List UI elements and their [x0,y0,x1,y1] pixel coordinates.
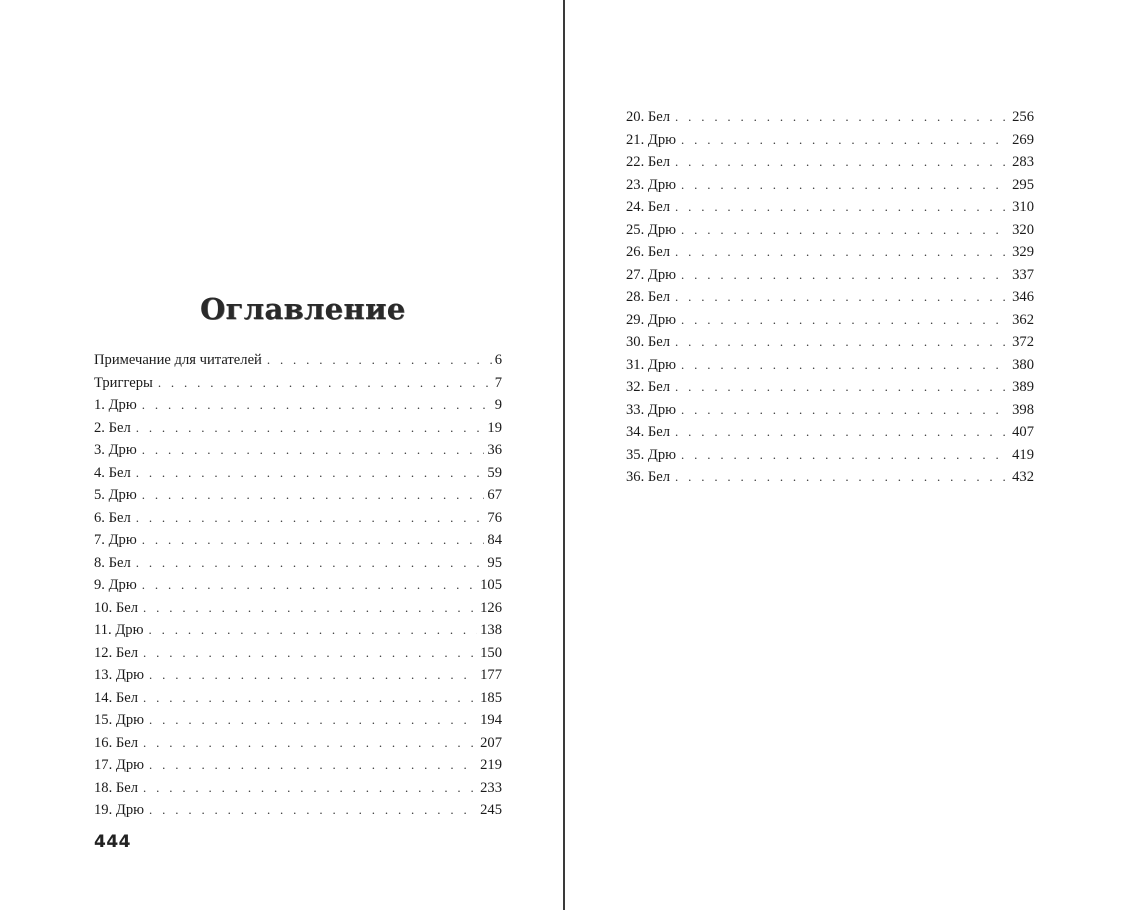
page-number: 444 [94,832,131,852]
toc-entry-page: 346 [1012,289,1034,305]
left-page [0,0,563,910]
toc-leader-dots [136,552,485,575]
toc-entry-label: 20. Бел [626,109,671,125]
toc-entry [626,399,1034,422]
toc-leader-dots [158,372,492,395]
toc-entry [94,709,502,732]
toc-entry-label: 28. Бел [626,289,671,305]
toc-leader-dots [142,529,485,552]
toc-entry-page: 84 [487,532,502,548]
toc-entry-page: 329 [1012,244,1034,260]
toc-entry [626,286,1034,309]
toc-entry-page: 372 [1012,334,1034,350]
toc-leader-dots [149,619,478,642]
toc-entry-label: 17. Дрю [94,757,145,773]
toc-entry-label: 3. Дрю [94,442,137,458]
toc-list-right [626,106,1034,489]
toc-entry-page: 67 [487,487,502,503]
toc-entry [94,394,502,417]
toc-entry-page: 19 [487,419,502,436]
toc-entry [626,309,1034,332]
toc-entry-label: 27. Дрю [626,266,677,283]
toc-entry-label: 22. Бел [626,154,671,170]
toc-entry-label: 35. Дрю [626,446,677,463]
toc-entry-label: 5. Дрю [94,487,137,503]
toc-leader-dots [136,417,485,440]
toc-entry [94,417,502,440]
toc-entry-label: 33. Дрю [626,401,677,418]
toc-entry-page: 185 [480,689,502,706]
toc-title: Оглавление [200,292,406,326]
toc-entry-page: 295 [1012,176,1034,193]
toc-entry-page: 407 [1012,424,1034,440]
toc-entry-page: 194 [480,712,502,728]
toc-entry [626,241,1034,264]
toc-entry [94,619,502,642]
toc-entry-label: 25. Дрю [626,221,677,238]
toc-leader-dots [136,462,485,485]
toc-entry [94,372,502,395]
toc-leader-dots [681,174,1009,197]
toc-leader-dots [143,597,477,620]
toc-entry [626,421,1034,444]
toc-entry-page: 76 [487,509,502,526]
toc-entry-label: 23. Дрю [626,176,677,193]
toc-entry-label: 36. Бел [626,469,671,485]
toc-entry-label: 11. Дрю [94,622,144,638]
toc-entry-page: 177 [480,667,502,683]
toc-entry-page: 59 [487,464,502,481]
toc-entry-page: 105 [480,577,502,593]
toc-leader-dots [143,687,477,710]
toc-entry-label: 14. Бел [94,689,139,706]
toc-entry-page: 380 [1012,356,1034,373]
toc-entry-label: 24. Бел [626,199,671,215]
toc-entry-page: 245 [480,802,502,818]
toc-entry-label: 8. Бел [94,554,131,571]
toc-entry [94,687,502,710]
toc-entry [626,354,1034,377]
toc-entry [626,264,1034,287]
toc-entry [94,732,502,755]
toc-leader-dots [136,507,485,530]
toc-entry [94,597,502,620]
toc-leader-dots [675,286,1009,309]
toc-entry [94,484,502,507]
toc-entry-label: 7. Дрю [94,532,137,548]
toc-list-left [94,349,502,822]
toc-leader-dots [681,219,1009,242]
toc-entry-page: 95 [487,554,502,571]
toc-entry [626,444,1034,467]
toc-entry [626,219,1034,242]
toc-entry-label: 26. Бел [626,244,671,260]
toc-entry-label: Примечание для читателей [94,352,262,368]
toc-leader-dots [675,466,1009,489]
toc-entry [626,331,1034,354]
right-page [565,0,1130,910]
toc-entry-page: 219 [480,757,502,773]
toc-leader-dots [681,264,1009,287]
toc-entry-label: 19. Дрю [94,802,145,818]
toc-entry-label: 29. Дрю [626,311,677,328]
toc-leader-dots [675,376,1009,399]
toc-leader-dots [267,349,492,372]
toc-entry-page: 269 [1012,131,1034,148]
toc-entry-page: 138 [480,622,502,638]
toc-leader-dots [143,642,477,665]
toc-entry [626,466,1034,489]
toc-entry [94,552,502,575]
toc-entry [94,799,502,822]
toc-leader-dots [675,196,1009,219]
toc-entry [626,174,1034,197]
toc-entry [94,642,502,665]
toc-entry-label: 1. Дрю [94,397,137,413]
toc-entry-page: 320 [1012,221,1034,238]
toc-entry-page: 7 [494,374,502,391]
toc-entry-label: 12. Бел [94,644,139,661]
toc-entry-page: 362 [1012,311,1034,328]
toc-entry-label: 4. Бел [94,464,131,481]
toc-entry [94,664,502,687]
toc-entry-page: 207 [480,734,502,751]
toc-entry-page: 126 [480,599,502,616]
toc-leader-dots [681,399,1009,422]
toc-entry-label: Триггеры [94,374,153,391]
toc-entry-page: 310 [1012,199,1034,215]
toc-entry-page: 337 [1012,266,1034,283]
toc-leader-dots [681,309,1009,332]
toc-leader-dots [675,241,1009,264]
toc-entry [94,439,502,462]
toc-entry [626,151,1034,174]
toc-entry-page: 432 [1012,469,1034,485]
toc-entry [94,574,502,597]
toc-entry-page: 389 [1012,379,1034,395]
toc-entry-label: 15. Дрю [94,712,145,728]
toc-leader-dots [149,754,477,777]
toc-leader-dots [143,732,477,755]
toc-entry-label: 10. Бел [94,599,139,616]
toc-leader-dots [149,709,477,732]
toc-leader-dots [142,484,485,507]
toc-entry-label: 32. Бел [626,379,671,395]
toc-leader-dots [681,354,1009,377]
toc-entry-label: 16. Бел [94,734,139,751]
toc-leader-dots [675,106,1009,129]
toc-entry [94,754,502,777]
toc-leader-dots [675,331,1009,354]
toc-leader-dots [675,151,1009,174]
toc-leader-dots [681,129,1009,152]
toc-entry [94,349,502,372]
toc-entry-page: 283 [1012,154,1034,170]
toc-entry-page: 256 [1012,109,1034,125]
toc-entry-label: 31. Дрю [626,356,677,373]
toc-leader-dots [142,394,492,417]
toc-entry [94,777,502,800]
toc-entry-label: 18. Бел [94,779,139,796]
toc-leader-dots [681,444,1009,467]
toc-entry-page: 150 [480,644,502,661]
toc-entry-page: 398 [1012,401,1034,418]
toc-entry [626,106,1034,129]
toc-entry [626,196,1034,219]
toc-leader-dots [142,574,477,597]
toc-entry-page: 36 [487,442,502,458]
toc-entry-label: 34. Бел [626,424,671,440]
toc-entry-label: 2. Бел [94,419,131,436]
toc-entry-page: 9 [494,397,502,413]
toc-entry-label: 13. Дрю [94,667,145,683]
toc-entry [626,129,1034,152]
toc-entry [94,507,502,530]
toc-entry-page: 233 [480,779,502,796]
toc-entry-label: 9. Дрю [94,577,137,593]
toc-leader-dots [675,421,1009,444]
toc-entry-label: 21. Дрю [626,131,677,148]
toc-entry-page: 6 [494,352,502,368]
toc-leader-dots [149,664,477,687]
toc-entry [94,529,502,552]
toc-leader-dots [149,799,477,822]
toc-entry [626,376,1034,399]
toc-entry-label: 6. Бел [94,509,131,526]
toc-leader-dots [142,439,485,462]
toc-entry-label: 30. Бел [626,334,671,350]
toc-leader-dots [143,777,477,800]
toc-entry [94,462,502,485]
toc-entry-page: 419 [1012,446,1034,463]
